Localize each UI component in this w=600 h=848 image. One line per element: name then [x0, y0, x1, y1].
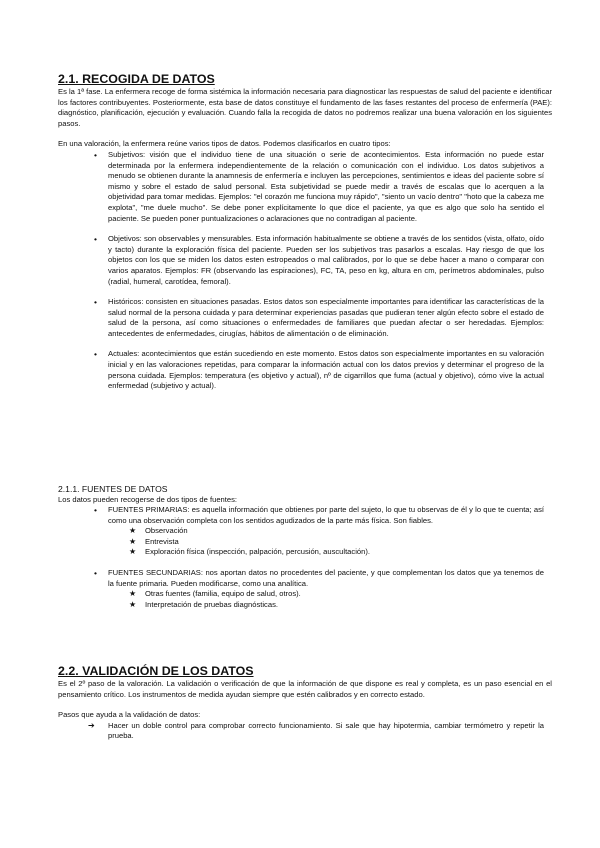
star-bullet-icon: ★	[129, 536, 137, 546]
sub-list-item: ★ Otras fuentes (familia, equipo de salud, otros).	[129, 589, 301, 599]
sub-list-item: ★ Exploración física (inspección, palpación, percusión, auscultación).	[129, 547, 370, 557]
star-bullet-icon: ★	[129, 547, 137, 557]
section-title: 2.2. VALIDACIÓN DE LOS DATOS	[58, 664, 254, 678]
section-2-1	[58, 72, 552, 392]
sources-list	[58, 505, 552, 610]
arrow-bullet-icon: ➔	[88, 720, 95, 730]
section-intro: Es la 1ª fase. La enfermera recoge de forma sistémica la información necesaria para diagnosticar las respuestas de salud del paciente e identificar los factores contribuyentes. Posteriormente, esta base de datos constituye el fundamento de las fases restantes del proceso de enfermería (PAE): diagnóstico, planificación, ejecución y evaluación. Cuando falla la recogida de datos no podremos realizar una buena valoración en los siguientes pasos.	[58, 87, 552, 128]
sub-list-item: ★ Interpretación de pruebas diagnósticas.	[129, 599, 278, 609]
list-item: • Actuales: acontecimientos que están sucediendo en este momento. Estos datos son especialmente importantes en su valoración inicial y en las valoraciones repetidas, para comparar la información actual con los datos previos y determinar el progreso de la persona cuidada. Ejemplos: temperatura (es objetivo y actual), nº de cigarrillos que fuma (actual y objetivo), cómo vive la actual enfermedad (subjetivo y actual).	[108, 349, 544, 391]
section-title: 2.1. RECOGIDA DE DATOS	[58, 72, 215, 86]
steps-list	[58, 721, 552, 742]
list-item: • FUENTES SECUNDARIAS: nos aportan datos no procedentes del paciente, y que complementan los datos que ya tenemos de la fuente primaria. Pueden modificarse, como una analítica.	[108, 568, 544, 589]
subsection-intro: Los datos pueden recogerse de dos tipos de fuentes:	[58, 494, 238, 504]
subsection-title: 2.1.1. FUENTES DE DATOS	[58, 484, 168, 494]
sub-list-item: ★ Entrevista	[129, 536, 179, 546]
star-bullet-icon: ★	[129, 526, 137, 536]
star-bullet-icon: ★	[129, 599, 137, 609]
list-item: • Objetivos: son observables y mensurables. Esta información habitualmente se obtiene a través de los sentidos (vista, olfato, oído y tacto) durante la exploración física del paciente. Pueden ser los subjetivos tras pasarlos a escalas. Hay riesgo de que los objetos con los que se miden los datos esten estropeados o mal calibrados, por lo que se debe hacer a mano o comparar con varios aparatos. Ejemplos: FR (observando las espiraciones), FC, TA, peso en kg, altura en cm, perímetros abdominales, pulso (radial, humeral, carotídea, femoral).	[108, 234, 544, 287]
list-item: • Subjetivos: visión que el individuo tiene de una situación o serie de acontecimientos. Esta información no puede estar determinada por la enfermera independientemente de la relación o comunicación con el individuo. Los datos subjetivos a menudo se obtienen durante la anamnesis de enfermería e incluyen las percepciones, sentimientos e ideas del paciente sobre sí mismo y sobre el estado de salud personal. Esta subjetividad se puede medir a través de escalas que lo acerquen a la objetividad para tomar medidas. Ejemplos: "el corazón me funciona muy rápido", "siento un vacío dentro" "hoto que la cabeza me explota", "me duele mucho". Se debe poner explícitamente lo que dice el paciente, ya que es algo que solo ha sentido el paciente. Se pueden poner puntualizaciones o aclaraciones que no contradigan al paciente.	[108, 150, 544, 224]
steps-intro: Pasos que ayuda a la validación de datos:	[58, 710, 201, 720]
sub-list-item: ★ Observación	[129, 526, 188, 536]
section-2-2	[58, 664, 552, 742]
section-intro: Es el 2º paso de la valoración. La validación o verificación de que la información de que dispone es real y completa, es un paso esencial en el pensamiento crítico. Los instrumentos de medida ayudan siempre que estén calibrados y en correcto estado.	[58, 679, 552, 699]
list-item: • FUENTES PRIMARIAS: es aquella información que obtienes por parte del sujeto, lo que tu observas de él y lo que te cuenta; así como una observación completa con los sentidos agudizados de la parte más física. Son fiables.	[108, 505, 544, 526]
list-item: • Históricos: consisten en situaciones pasadas. Estos datos son especialmente importantes para identificar las características de la salud normal de la persona cuidada y para determinar experiencias pasadas que pudieran tener algún efecto sobre el estado de salud de la persona, así como situaciones o enfermedades de familiares que puedan afectar o ser heredadas. Ejemplos: antecedentes de enfermedades, cirugías, hábitos de alimentación o de eliminación.	[108, 297, 544, 339]
section-2-1-1	[58, 484, 552, 610]
star-bullet-icon: ★	[129, 589, 137, 599]
data-types-list	[58, 150, 552, 392]
list-item: ➔ Hacer un doble control para comprobar correcto funcionamiento. Si sale que hay hipotermia, cambiar termómetro y repetir la prueba.	[88, 720, 544, 741]
types-intro: En una valoración, la enfermera reúne varios tipos de datos. Podemos clasificarlos en cuatro tipos:	[58, 139, 391, 149]
